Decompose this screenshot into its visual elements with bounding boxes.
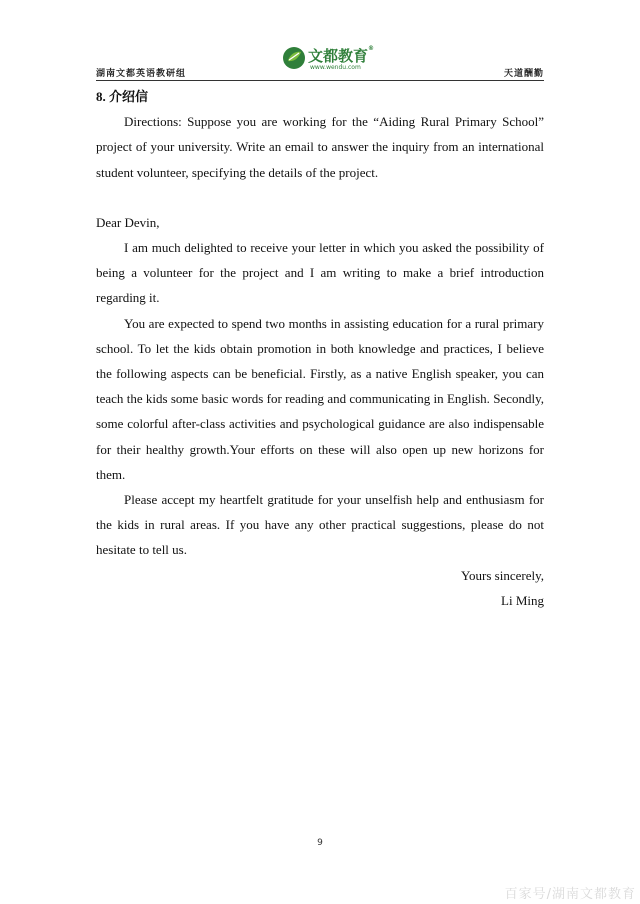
logo-text: 文都教育® (308, 45, 375, 65)
watermark-text: 百家号/湖南文都教育 (504, 887, 636, 902)
page-number: 9 (317, 838, 323, 848)
letter-paragraph: I am much delighted to receive your letter in which you asked the possibility of being a volunteer for the project and I am writing to make a brief introduction regarding it. (96, 240, 544, 306)
header-left-text: 湖南文都英语教研组 (96, 69, 187, 79)
letter-closing: Yours sincerely, (460, 567, 544, 583)
header-divider (96, 80, 544, 81)
wendu-logo (282, 44, 375, 74)
header-right-text: 天道酬勤 (503, 69, 544, 79)
page-header (96, 44, 544, 80)
letter-paragraph: Please accept my heartfelt gratitude for your unselfish help and enthusiasm for the kids in rural areas. If you have any other practical suggestions, please do not hesitate to tell us. (96, 492, 544, 558)
leaf-logo-icon (282, 46, 306, 70)
letter-paragraph: You are expected to spend two months in assisting education for a rural primary school. To let the kids obtain promotion in both knowledge and practices, I believe the following aspects can be beneficial. Firstly, as a native English speaker, you can teach the kids some basic words for reading and communicating in English. Secondly, some colorful after-class activities and psychological guidance are also indispensable for their healthy growth.Your efforts on these will also open up new horizons for them. (96, 315, 544, 482)
section-title: 8. 介绍信 (96, 89, 149, 104)
directions-text: Directions: Suppose you are working for the “Aiding Rural Primary School” project of your university. Write an email to answer the inquiry from an international student volunteer, specifying the details of the project. (96, 114, 544, 180)
logo-url: www.wendu.com (310, 64, 361, 71)
document-body (96, 84, 544, 613)
letter-salutation: Dear Devin, (96, 214, 160, 230)
letter-signature: Li Ming (501, 592, 544, 608)
